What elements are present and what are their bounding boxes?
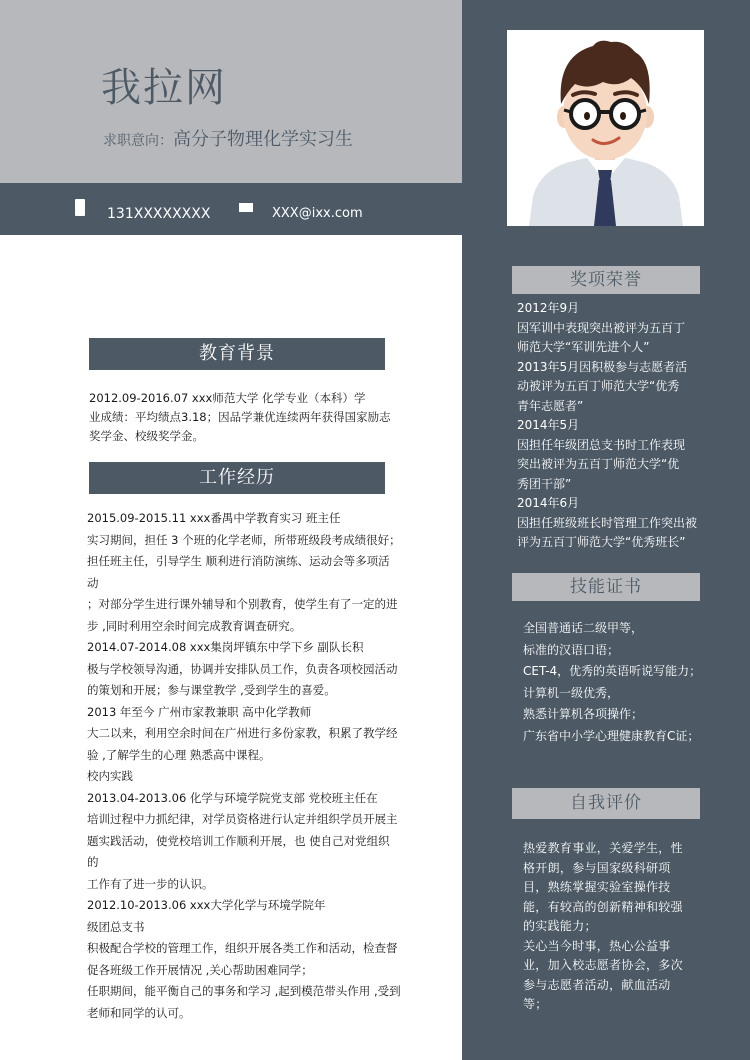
list-item: 2013年5月因积极参与志愿者活 [517, 359, 688, 374]
self-eval-section-title: 自我评价 [512, 788, 700, 819]
list-item: 2013.04-2013.06 化学与环境学院党支部 党校班主任在 [87, 790, 378, 805]
list-item: 计算机一级优秀， [523, 685, 620, 700]
list-item: CET-4，优秀的英语听说写能力； [523, 664, 702, 678]
list-item: 格开朗，参与国家级科研项 [523, 860, 671, 875]
header-banner [0, 0, 462, 183]
list-item: 突出被评为五百丁师范大学“优 [517, 457, 680, 471]
phone-number: 131XXXXXXXX [107, 206, 211, 222]
list-item: 参与志愿者活动，献血活动 [523, 977, 671, 992]
list-item: 2014年6月 [517, 496, 580, 510]
list-item: 2014.07-2014.08 xxx集岗坪镇东中学下乡 副队长积 [87, 640, 364, 654]
list-item: 目，熟练掌握实验室操作技 [523, 880, 671, 894]
list-item: 任职期间，能平衡自己的事务和学习 ,起到模范带头作用 ,受到 [87, 984, 401, 998]
list-item: 师范大学“军训先进个人” [517, 340, 650, 354]
list-item: 2012.09-2016.07 xxx师范大学 化学专业（本科）学 [89, 391, 366, 405]
skills-section-title: 技能证书 [512, 573, 700, 601]
job-intent-label: 求职意向： [103, 133, 173, 149]
list-item: 业成绩：平均绩点3.18；因品学兼优连续两年获得国家励志 [89, 410, 391, 424]
list-item: 因军训中表现突出被评为五百丁 [517, 320, 686, 335]
list-item: 验 ,了解学生的心理 熟悉高中课程。 [87, 747, 271, 762]
awards-list [517, 299, 699, 553]
list-item: 的策划和开展；参与课堂教学 ,受到学生的喜爱。 [87, 683, 336, 697]
list-item: 培训过程中力抓纪律，对学员资格进行认定并组织学员开展主 [87, 812, 398, 826]
list-item: 2014年5月 [517, 418, 580, 432]
avatar-illustration [507, 30, 704, 226]
list-item: 老师和同学的认可。 [87, 1005, 191, 1020]
list-item: 青年志愿者” [517, 398, 584, 413]
list-item: 2012.10-2013.06 xxx大学化学与环境学院年 [87, 898, 326, 912]
list-item: 大二以来，利用空余时间在广州进行多份家教，积累了教学经 [87, 726, 398, 740]
list-item: 工作有了进一步的认识。 [87, 876, 214, 891]
list-item: 关心当今时事，热心公益事 [523, 938, 671, 953]
list-item: 能，有较高的创新精神和较强 [523, 899, 683, 914]
list-item: 热爱教育事业，关爱学生，性 [523, 841, 683, 855]
list-item: 秀团干部” [517, 476, 572, 491]
mail-icon [239, 203, 253, 212]
list-item: 校内实践 [87, 769, 133, 783]
work-content [87, 508, 401, 1024]
list-item: 级团总支书 [87, 919, 145, 934]
list-item: 业，加入校志愿者协会，多次 [523, 958, 683, 972]
list-item: 担任班主任，引导学生 顺利进行消防演练、运动会等多项活动 [87, 554, 390, 590]
email-address: XXX@ixx.com [272, 206, 363, 221]
list-item: 的实践能力； [523, 919, 597, 933]
profile-photo [507, 30, 704, 226]
list-item: 实习期间，担任 3 个班的化学老师，所带班级段考成绩很好； [87, 532, 401, 547]
list-item: 极与学校领导沟通，协调并安排队员工作，负责各项校园活动 [87, 661, 398, 676]
list-item: 动被评为五百丁师范大学“优秀 [517, 379, 680, 393]
candidate-name: 我拉网 [101, 65, 227, 111]
list-item: 熟悉计算机各项操作； [523, 707, 644, 721]
contact-bar [0, 183, 462, 235]
list-item: 因担任年级团总支书时工作表现 [517, 437, 686, 452]
list-item: 2012年9月 [517, 301, 580, 315]
list-item: 因担任班级班长时管理工作突出被 [517, 515, 698, 530]
list-item: 全国普通话二级甲等， [523, 621, 644, 635]
job-intent [103, 129, 353, 152]
list-item: 题实践活动，使党校培训工作顺利开展，也 使自己对党组织的 [87, 833, 390, 869]
list-item: 等； [523, 997, 548, 1011]
list-item: ；对部分学生进行课外辅导和个别教育，使学生有了一定的进 [87, 597, 398, 611]
list-item: 促各班级工作开展情况 ,关心帮助困难同学； [87, 962, 313, 977]
list-item: 2015.09-2015.11 xxx番禺中学教育实习 班主任 [87, 511, 341, 525]
awards-section-title: 奖项荣誉 [512, 266, 700, 294]
list-item: 广东省中小学心理健康教育C证； [523, 728, 700, 743]
education-section-title: 教育背景 [89, 338, 385, 370]
education-content [89, 389, 401, 446]
list-item: 2013 年至今 广州市家教兼职 高中化学教师 [87, 704, 312, 719]
list-item: 步 ,同时利用空余时间完成教育调查研究。 [87, 618, 302, 633]
phone-icon [75, 199, 85, 216]
skills-list [523, 618, 703, 747]
self-eval-text [523, 839, 689, 1015]
list-item: 奖学金、校级奖学金。 [89, 429, 204, 443]
list-item: 标准的汉语口语； [523, 642, 620, 657]
list-item: 积极配合学校的管理工作，组织开展各类工作和活动，检查督 [87, 941, 398, 955]
work-section-title: 工作经历 [89, 462, 385, 494]
list-item: 评为五百丁师范大学“优秀班长” [517, 535, 686, 549]
job-intent-value: 高分子物理化学实习生 [173, 129, 353, 150]
